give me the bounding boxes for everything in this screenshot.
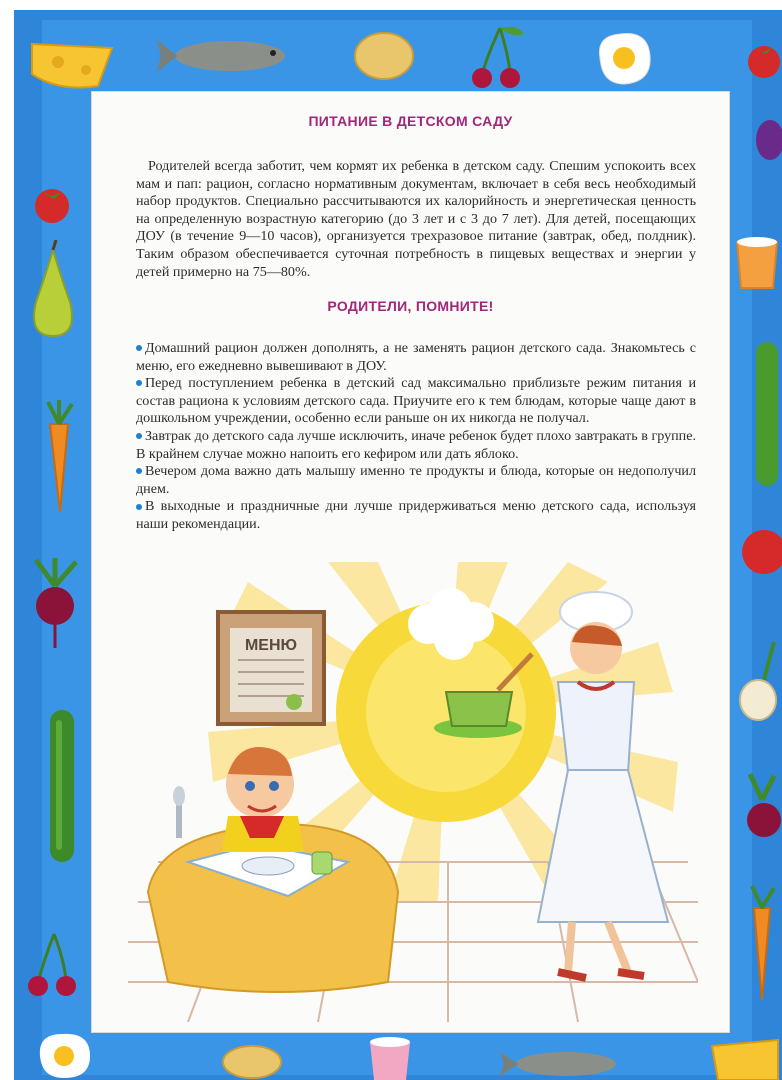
list-item: Домашний рацион должен дополнять, а не заменять рацион детского сада. Знакомьтесь с меню, его ежедневно вывешивают в ДОУ. — [136, 340, 696, 374]
content-paper — [92, 92, 729, 1032]
bullet-icon — [136, 380, 142, 386]
onion-icon — [734, 640, 782, 724]
menu-board — [218, 612, 324, 724]
cherries-icon — [468, 24, 530, 92]
bullet-icon — [136, 468, 142, 474]
tomato-right-icon — [738, 518, 782, 580]
bullet-icon — [136, 345, 142, 351]
list-item: В выходные и праздничные дни лучше придерживаться меню детского сада, используя наши рекомендации. — [136, 498, 696, 532]
section-heading: РОДИТЕЛИ, ПОМНИТЕ! — [327, 298, 494, 314]
cheese-wedge-icon — [28, 34, 118, 94]
tomato-left-icon — [30, 184, 74, 224]
page-title: ПИТАНИЕ В ДЕТСКОМ САДУ — [308, 113, 513, 129]
eggplant-icon — [752, 112, 782, 162]
list-item: Завтрак до детского сада лучше исключить, иначе ребенок будет плохо завтракать в группе. В крайнем случае можно напоить его кефиром или дать яблоко. — [136, 427, 696, 462]
pear-icon — [26, 240, 80, 340]
bullet-icon — [136, 433, 142, 439]
fish-bottom-icon — [500, 1046, 630, 1080]
fried-egg-icon — [592, 28, 656, 88]
beet-right-icon — [740, 770, 782, 862]
bread-bun-icon — [352, 28, 416, 82]
intro-paragraph: Родителей всегда заботит, чем кормят их ребенка в детском саду. Спешим успокоить всех мам и пап: рацион, согласно нормативным документам, включает в себя весь необходимый набор продуктов. Специально рассчитываются их калорийность и энергетическая ценность на определенную возрастную категорию (до 3 лет и с 3 до 7 лет). Для детей, посещающих ДОУ (в течение 9—10 часов), организуется трехразовое питание (завтрак, обед, полдник). Таким образом обеспечивается суточная потребность в пищевых веществах и энергии у детей примерно на 75—80%. — [136, 158, 696, 280]
bread-bottom-icon — [220, 1038, 284, 1080]
menu-board-label: МЕНЮ — [244, 637, 298, 654]
child — [173, 747, 304, 852]
tomato-icon — [742, 40, 782, 80]
cheese-bottom-icon — [708, 1036, 782, 1080]
carrot-right-icon — [740, 884, 782, 1004]
carrot-icon — [34, 400, 84, 515]
cucumber-right-icon — [752, 338, 782, 490]
kitchen-illustration — [128, 562, 698, 1022]
bullet-icon — [136, 504, 142, 510]
list-item: Перед поступлением ребенка в детский сад максимально приблизьте режим питания и состав рациона к условиям детского сада. Приучите его к тем блюдам, которые чаще дают в дошкольном учреждении, особенно если раньше он их никогда не получал. — [136, 375, 696, 427]
milk-cup-bottom-icon — [364, 1036, 424, 1080]
milk-cup-icon — [735, 232, 782, 292]
list-item: Вечером дома важно дать малышу именно те продукты и блюда, которые он недополучил днем. — [136, 463, 696, 497]
cherries-left-icon — [26, 930, 82, 1000]
fried-egg-bottom-icon — [34, 1028, 94, 1080]
rules-list — [136, 340, 696, 534]
cucumber-icon — [44, 706, 80, 866]
fish-icon — [155, 34, 300, 79]
beet-icon — [22, 556, 88, 651]
